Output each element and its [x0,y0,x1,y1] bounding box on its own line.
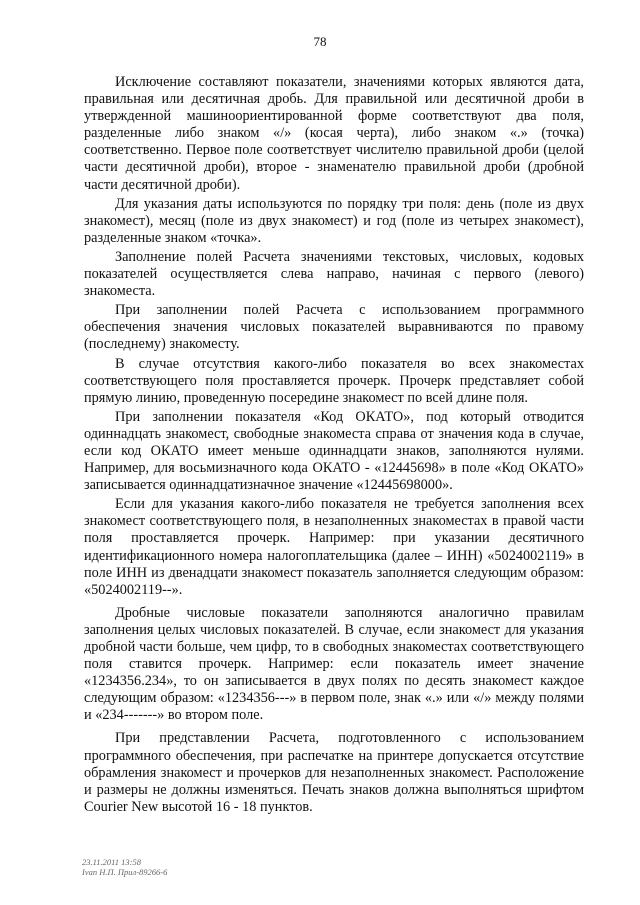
paragraph: При заполнении полей Расчета с использованием программного обеспечения значения числовых показателей выравниваются по правому (последнему) знакоместу. [84,302,584,353]
page-number: 78 [313,34,327,49]
paragraph: При представлении Расчета, подготовленного с использованием программного обеспечения, при распечатке на принтере допускается отсутствие обрамления знакомест и прочерков для незаполненных знакомест. Расположение и размеры не должны изменяться. Печать знаков должна выполняться шрифтом Courier New высотой 16 - 18 пунктов. [84,730,584,815]
paragraph: Заполнение полей Расчета значениями текстовых, числовых, кодовых показателей осуществляется слева направо, начиная с первого (левого) знакоместа. [84,248,584,300]
footer-file-reference: Ivan Н.П. Прил-89266-6 [82,867,168,877]
footer-note [82,857,167,877]
paragraph: При заполнении показателя «Код ОКАТО», под который отводится одиннадцать знакомест, свободные знакоместа справа от значения кода в случае, если код ОКАТО имеет меньше одиннадцати знаков, заполняются нулями. Например, для восьмизначного кода ОКАТО - «12445698» в поле «Код ОКАТО» записывается одиннадцатизначное значение «12445698000». [84,408,584,494]
paragraph: Исключение составляют показатели, значениями которых являются дата, правильная или десятичная дробь. Для правильной или десятичной дроби в утвержденной машиноориентированной форме соответствуют два поля, разделенные либо знаком «/» (косая черта), либо знаком «.» (точка) соответственно. Первое поле соответствует числителю правильной дроби (целой части десятичной дроби), второе - знаменателю правильной дроби (дробной части десятичной дроби). [84,74,584,193]
body-text [84,74,584,816]
paragraph: Если для указания какого-либо показателя не требуется заполнения всех знакомест соответствующего поля, в незаполненных знакоместах в правой части поля проставляется прочерк. Например: при указании десятичного идентификационного номера налогоплательщика (далее – ИНН) «5024002119» в поле ИНН из двенадцати знакомест показатель заполняется следующим образом: «5024002119--». [84,496,584,598]
paragraph: Дробные числовые показатели заполняются аналогично правилам заполнения целых числовых показателей. В случае, если знакомест для указания дробной части больше, чем цифр, то в свободных знакоместах соответствующего поля ставится прочерк. Например: если показатель имеет значение «1234356.234», то он записывается в двух полях по десять знакомест каждое следующим образом: «1234356---» в первом поле, знак «.» или «/» между полями и «234-------» во втором поле. [84,604,584,724]
paragraph: В случае отсутствия какого-либо показателя во всех знакоместах соответствующего поля проставляется прочерк. Прочерк представляет собой прямую линию, проведенную посередине знакомест по всей длине поля. [84,355,584,406]
paragraph: Для указания даты используются по порядку три поля: день (поле из двух знакомест), месяц (поле из двух знакомест) и год (поле из четырех знакомест), разделенные знаком «точка». [84,195,584,246]
footer-timestamp: 23.11.2011 13:58 [82,857,141,867]
